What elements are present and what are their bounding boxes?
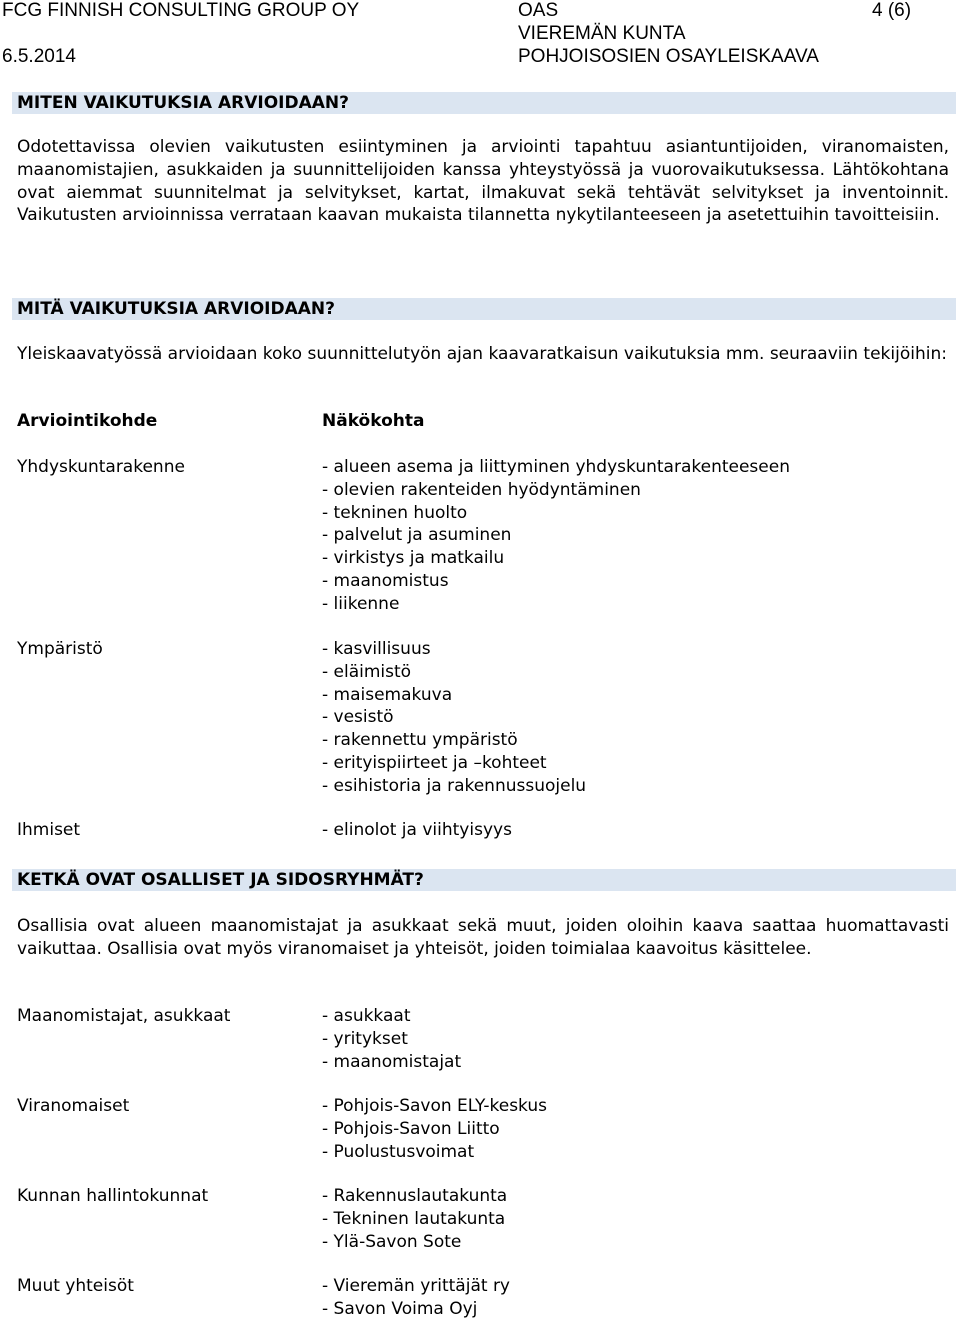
list-item: - olevien rakenteiden hyödyntäminen [322,479,641,500]
group-label: Kunnan hallintokunnat [17,1186,209,1206]
stakeholder-list [322,1005,461,1073]
list-item: - tekninen huolto [322,502,468,523]
list-item: - Vieremän yrittäjät ry [322,1276,510,1296]
list-item: - liikenne [322,593,400,614]
list-item: - vesistö [322,707,394,728]
list-item: - maanomistus [322,570,449,591]
section-heading-how-assessed: MITEN VAIKUTUKSIA ARVIOIDAAN? [12,92,956,114]
list-item: - virkistys ja matkailu [322,548,505,569]
list-item: - maisemakuva [322,684,453,705]
list-item: - Pohjois-Savon Liitto [322,1118,500,1139]
aspect-list [322,638,586,798]
group-label: Viranomaiset [17,1096,130,1116]
aspect-list [322,456,790,616]
stakeholder-list [322,1185,507,1253]
stakeholder-list [322,1095,547,1163]
list-item: - Savon Voima Oyj [322,1298,478,1319]
group-label: Yhdyskuntarakenne [17,457,185,477]
group-label: Muut yhteisöt [17,1276,134,1296]
list-item: - eläimistö [322,661,412,682]
column-header-aspect: Näkökohta [322,411,425,431]
section-paragraph-how-assessed: Odotettavissa olevien vaikutusten esiintyminen ja arviointi tapahtuu asiantuntijoiden, viranomaisten, maanomistajien, asukkaiden ja suunnittelijoiden kanssa yhteystyössä ja vuorovaikutuksessa. Lähtökohtana ovat aiemmat suunnitelmat ja selvitykset, kartat, ilmakuvat sekä tehtävät selvitykset ja inventoinnit. Vaikutusten arvioinnissa verrataan kaavan mukaista tilannetta nykytilanteeseen ja asetettuihin tavoitteisiin. [17,137,949,226]
list-item: - elinolot ja viihtyisyys [322,820,512,840]
list-item: - esihistoria ja rakennussuojelu [322,775,587,796]
section-paragraph-stakeholders: Osallisia ovat alueen maanomistajat ja asukkaat sekä muut, joiden oloihin kaava saattaa huomattavasti vaikuttaa. Osallisia ovat myös viranomaiset ja yhteisöt, joiden toimialaa kaavoitus käsittelee. [17,916,949,959]
stakeholder-list [322,1275,510,1321]
list-item: - erityispiirteet ja –kohteet [322,752,547,773]
list-item: - Tekninen lautakunta [322,1208,506,1229]
section-paragraph-what-assessed: Yleiskaavatyössä arvioidaan koko suunnittelutyön ajan kaavaratkaisun vaikutuksia mm. seuraaviin tekijöihin: [17,344,947,364]
list-item: - Puolustusvoimat [322,1141,475,1162]
list-item: - kasvillisuus [322,639,431,659]
document-date: 6.5.2014 [2,46,76,67]
group-label: Maanomistajat, asukkaat [17,1006,231,1026]
column-header-assessment-target: Arviointikohde [17,411,158,431]
section-heading-stakeholders: KETKÄ OVAT OSALLISET JA SIDOSRYHMÄT? [12,869,956,891]
document-type: OAS [518,0,559,21]
aspect-list [322,819,512,842]
municipality-name: VIEREMÄN KUNTA [518,23,686,44]
page-number: 4 (6) [872,0,912,21]
list-item: - Ylä-Savon Sote [322,1231,462,1252]
list-item: - maanomistajat [322,1051,462,1072]
list-item: - Pohjois-Savon ELY-keskus [322,1096,548,1116]
list-item: - palvelut ja asuminen [322,525,512,546]
section-heading-what-assessed: MITÄ VAIKUTUKSIA ARVIOIDAAN? [12,298,956,320]
list-item: - Rakennuslautakunta [322,1186,508,1206]
group-label: Ihmiset [17,820,81,840]
company-name: FCG FINNISH CONSULTING GROUP OY [2,0,360,21]
list-item: - asukkaat [322,1006,411,1026]
list-item: - alueen asema ja liittyminen yhdyskuntarakenteeseen [322,457,790,477]
plan-name: POHJOISOSIEN OSAYLEISKAAVA [518,46,819,67]
group-label: Ympäristö [17,639,103,659]
list-item: - rakennettu ympäristö [322,730,518,751]
list-item: - yritykset [322,1028,408,1049]
